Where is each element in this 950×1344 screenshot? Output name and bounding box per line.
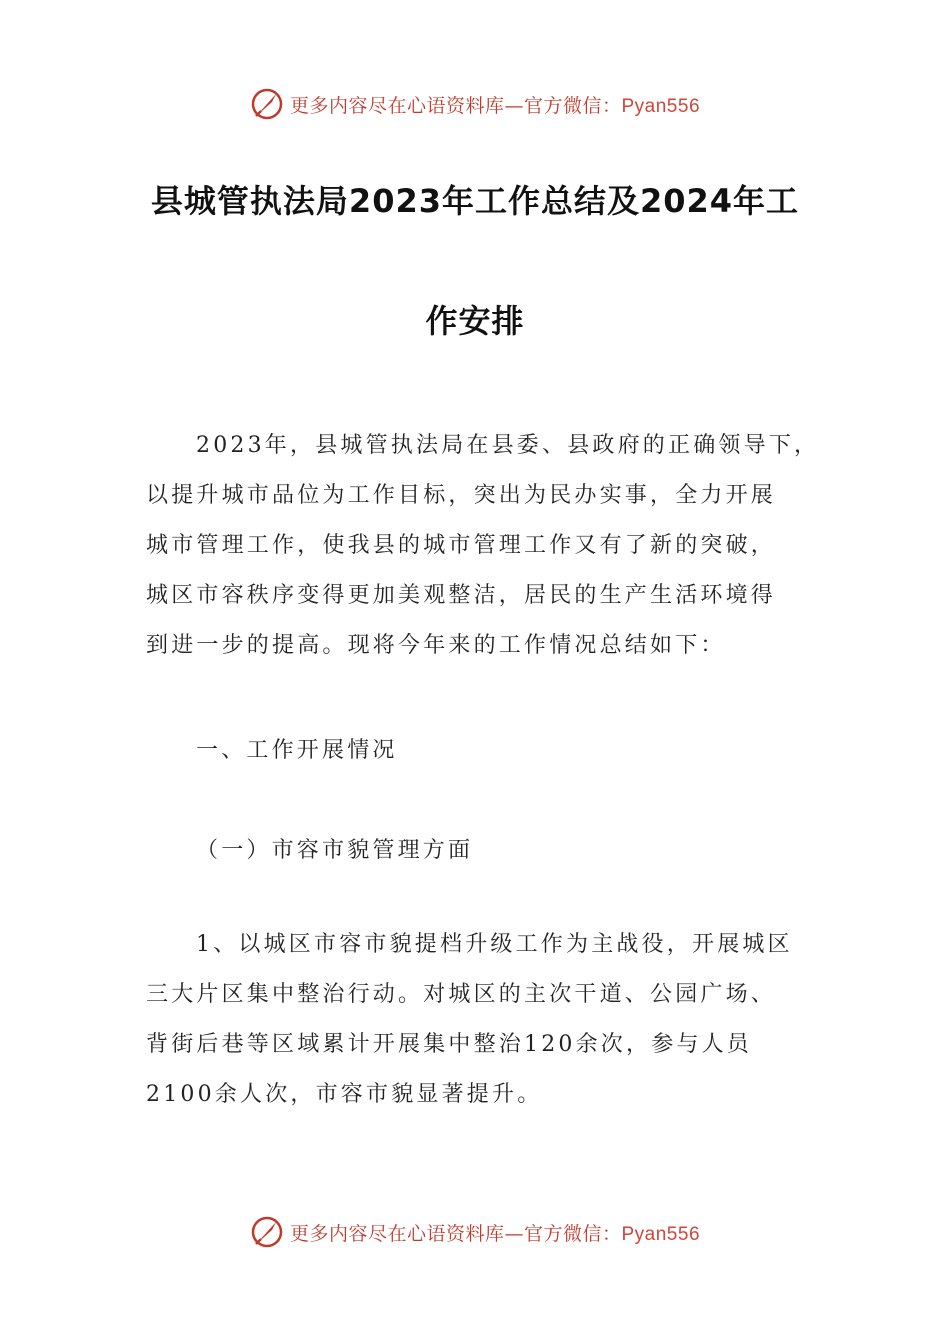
quill-logo-icon — [250, 1215, 284, 1249]
quill-logo-icon — [250, 87, 284, 121]
text-line: 2023年，县城管执法局在县委、县政府的正确领导下， — [196, 433, 820, 458]
text-line: 2100余人次，市容市貌显著提升。 — [146, 1082, 543, 1107]
document-title-line-2: 作安排 — [425, 302, 525, 340]
footer-watermark-banner — [0, 1212, 950, 1252]
text-line: 1、以城区市容市貌提档升级工作为主战役，开展城区 — [196, 932, 793, 957]
subsection-heading: （一）市容市貌管理方面 — [196, 838, 474, 863]
intro-paragraph — [146, 421, 820, 671]
document-title-line-1: 县城管执法局2023年工作总结及2024年工 — [150, 182, 800, 220]
text-line: 到进一步的提高。现将今年来的工作情况总结如下： — [146, 633, 726, 658]
wechat-id: Pyan556 — [621, 95, 701, 117]
banner-text: 更多内容尽在心语资料库—官方微信：Pyan556 — [289, 94, 701, 117]
text-line: 背街后巷等区域累计开展集中整治120余次，参与人员 — [146, 1032, 752, 1057]
section-heading: 一、工作开展情况 — [196, 738, 398, 763]
text-line: 以提升城市品位为工作目标，突出为民办实事，全力开展 — [146, 483, 777, 508]
text-line: 城区市容秩序变得更加美观整洁，居民的生产生活环境得 — [146, 583, 777, 608]
text-line: 三大片区集中整治行动。对城区的主次干道、公园广场、 — [146, 982, 777, 1007]
item-paragraph — [146, 920, 806, 1120]
banner-text: 更多内容尽在心语资料库—官方微信：Pyan556 — [289, 1222, 701, 1245]
header-watermark-banner — [0, 84, 950, 124]
wechat-id: Pyan556 — [621, 1223, 701, 1245]
text-line: 城市管理工作，使我县的城市管理工作又有了新的突破， — [146, 533, 777, 558]
